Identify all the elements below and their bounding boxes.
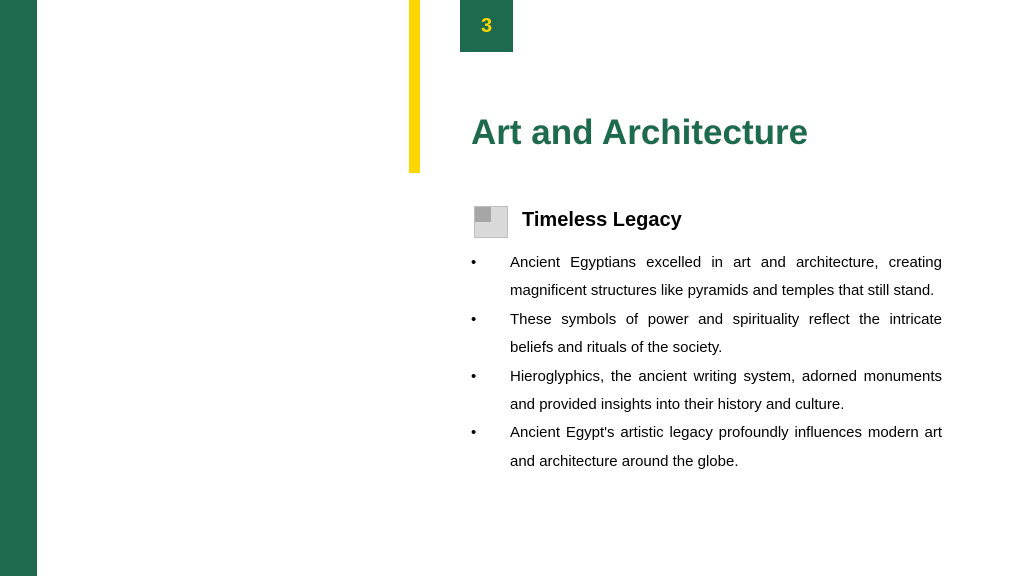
bullet-marker: • xyxy=(471,424,477,442)
bullet-text: Hieroglyphics, the ancient writing system, adorned monuments and provided insights into their history and culture. xyxy=(510,367,942,414)
bullet-text: These symbols of power and spirituality reflect the intricate beliefs and rituals of the society. xyxy=(510,310,942,357)
bullet-marker: • xyxy=(471,310,477,328)
bullet-item xyxy=(470,419,942,476)
page-number-badge xyxy=(460,0,513,52)
bullet-marker: • xyxy=(471,367,477,385)
bullet-text: Ancient Egyptians excelled in art and architecture, creating magnificent structures like pyramids and temples that still stand. xyxy=(510,254,942,300)
bullet-list xyxy=(470,249,942,476)
yellow-accent-bar xyxy=(409,0,420,173)
section-subtitle: Timeless Legacy xyxy=(522,209,682,231)
bullet-text: Ancient Egypt's artistic legacy profoundly influences modern art and architecture around the globe. xyxy=(510,424,942,470)
bullet-marker: • xyxy=(471,254,477,271)
bullet-item xyxy=(470,249,942,306)
left-accent-bar xyxy=(0,0,37,576)
bullet-item xyxy=(470,306,942,363)
slide-title: Art and Architecture xyxy=(471,113,809,152)
bullet-item xyxy=(470,363,942,420)
page-number: 3 xyxy=(480,14,493,37)
image-placeholder-icon xyxy=(474,206,508,238)
